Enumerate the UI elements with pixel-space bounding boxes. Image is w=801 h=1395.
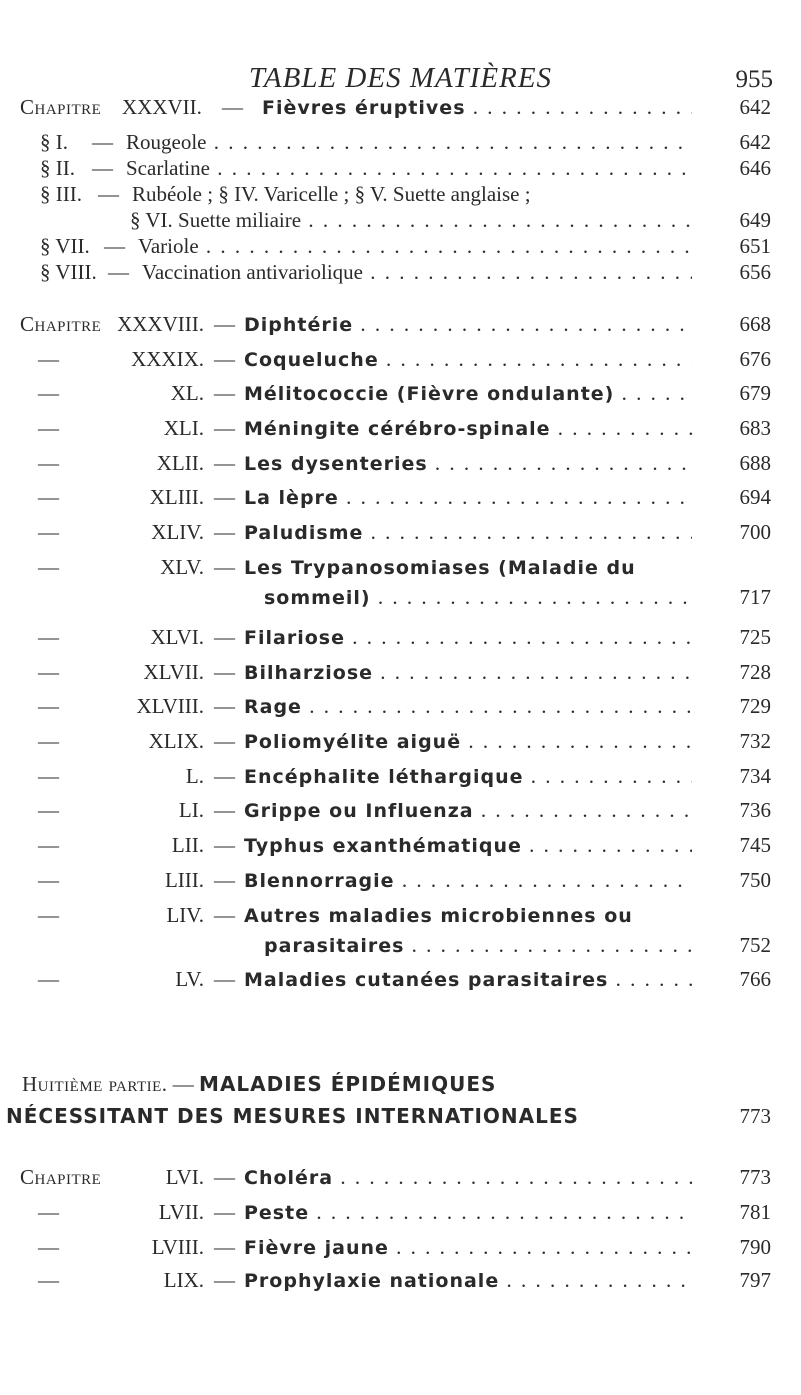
chapter-number: XLII.: [156, 451, 204, 475]
chapter-title: Autres maladies microbiennes ou: [244, 905, 633, 927]
chapter-page: 683: [739, 416, 771, 440]
part-title-line2: NÉCESSITANT DES MESURES INTERNATIONALES: [6, 1104, 579, 1128]
chapter-number: XLVIII.: [136, 694, 204, 718]
chapter-page: 668: [739, 312, 771, 336]
chapter-title: Rage . . .: [244, 694, 692, 719]
chapter-page: 745: [739, 833, 771, 857]
chapter-number: XXXIX.: [131, 347, 204, 371]
chapter-number: LIV.: [166, 903, 204, 927]
chapter-title: Prophylaxie nationale . . .: [244, 1268, 692, 1293]
chapter-title: Méningite cérébro-spinale . . .: [244, 416, 692, 441]
toc-chapter-row[interactable]: [0, 903, 801, 933]
chapter-page: 728: [739, 660, 771, 684]
chapter-number: XL.: [170, 381, 204, 405]
toc-chapter-row[interactable]: [0, 1200, 801, 1230]
part-heading: [22, 1072, 496, 1097]
toc-chapter-row[interactable]: [0, 798, 801, 828]
chapter-title: Filariose . . .: [244, 625, 692, 650]
chapter-title: Bilharziose . . .: [244, 660, 692, 685]
chapter-number: XLIX.: [148, 729, 204, 753]
chapter-page: 729: [739, 694, 771, 718]
chapter-number: XLV.: [160, 555, 204, 579]
chapter-page: 781: [739, 1200, 771, 1224]
toc-chapter-row[interactable]: [0, 1235, 801, 1265]
chapter-title: Grippe ou Influenza . . .: [244, 798, 692, 823]
dash: —: [214, 764, 235, 788]
chapter-prefix: —: [38, 1235, 59, 1259]
chapter-number: LI.: [178, 798, 204, 822]
part-heading-line2: [6, 1104, 579, 1129]
dash: —: [98, 182, 119, 206]
dash: —: [108, 260, 129, 284]
toc-chapter-row[interactable]: [0, 520, 801, 550]
chapter-prefix: —: [38, 764, 59, 788]
dash: —: [214, 485, 235, 509]
chapter-prefix: Chapitre: [20, 95, 102, 119]
toc-chapter-row[interactable]: [0, 347, 801, 377]
chapter-title: Poliomyélite aiguë . . .: [244, 729, 692, 754]
dash: —: [104, 234, 125, 258]
chapter-number: LIII.: [164, 868, 204, 892]
section-page: 646: [739, 156, 771, 180]
chapter-page: 676: [739, 347, 771, 371]
section-title: Variole . . .: [138, 234, 692, 259]
chapter-number: XLIV.: [151, 520, 204, 544]
dash: —: [172, 1072, 194, 1096]
chapter-title: Encéphalite léthargique . . .: [244, 764, 692, 789]
chapter-page: 752: [739, 933, 771, 957]
chapter-number: XLIII.: [149, 485, 204, 509]
toc-chapter-row[interactable]: [0, 1268, 801, 1298]
chapter-prefix: —: [38, 833, 59, 857]
chapter-page: 766: [739, 967, 771, 991]
toc-chapter-row[interactable]: [0, 660, 801, 690]
chapter-number: L.: [185, 764, 204, 788]
dash: —: [214, 312, 235, 336]
dash: —: [214, 798, 235, 822]
chapter-prefix: —: [38, 416, 59, 440]
toc-chapter-row-continued[interactable]: [0, 585, 801, 615]
chapter-prefix: —: [38, 555, 59, 579]
chapter-prefix: —: [38, 1268, 59, 1292]
chapter-title: Mélitococcie (Fièvre ondulante) . . .: [244, 381, 692, 406]
chapter-prefix: —: [38, 868, 59, 892]
section-label: § VII.: [40, 234, 90, 258]
chapter-prefix: —: [38, 485, 59, 509]
chapter-title: Choléra . . .: [244, 1165, 692, 1190]
section-page: 642: [739, 130, 771, 154]
section-label: § II.: [40, 156, 75, 180]
part-label: Huitième partie.: [22, 1072, 168, 1096]
toc-chapter-row[interactable]: [0, 694, 801, 724]
section-page: 656: [739, 260, 771, 284]
dash: —: [214, 729, 235, 753]
dash: —: [214, 520, 235, 544]
chapter-page: 790: [739, 1235, 771, 1259]
chapter-number: LVIII.: [151, 1235, 204, 1259]
chapter-page: 725: [739, 625, 771, 649]
dash: —: [214, 967, 235, 991]
dash: —: [92, 156, 113, 180]
toc-chapter-row[interactable]: [0, 485, 801, 515]
chapter-page: 717: [739, 585, 771, 609]
chapter-page: 773: [739, 1165, 771, 1189]
chapter-title-continued: sommeil) . . .: [264, 585, 692, 610]
toc-chapter-row[interactable]: [0, 625, 801, 655]
dash: —: [214, 416, 235, 440]
chapter-number: XXXVIII.: [117, 312, 204, 336]
toc-chapter-row[interactable]: [0, 967, 801, 997]
chapter-prefix: —: [38, 1200, 59, 1224]
chapter-prefix: —: [38, 729, 59, 753]
chapter-page: 750: [739, 868, 771, 892]
part-page: 773: [739, 1104, 771, 1128]
chapter-page: 700: [739, 520, 771, 544]
chapter-page: 679: [739, 381, 771, 405]
chapter-title-continued: parasitaires . . .: [264, 933, 692, 958]
chapter-number: LVII.: [158, 1200, 204, 1224]
dash: —: [214, 868, 235, 892]
toc-section-row[interactable]: [0, 260, 801, 290]
chapter-number: LV.: [175, 967, 204, 991]
toc-chapter-row[interactable]: [0, 555, 801, 585]
section-title: Scarlatine . . .: [126, 156, 692, 181]
chapter-page: 688: [739, 451, 771, 475]
toc-chapter-row[interactable]: [0, 764, 801, 794]
dash: —: [222, 95, 243, 119]
section-page: 651: [739, 234, 771, 258]
dash: —: [214, 347, 235, 371]
chapter-prefix: —: [38, 625, 59, 649]
dash: —: [214, 555, 235, 579]
chapter-page: 694: [739, 485, 771, 509]
chapter-prefix: —: [38, 520, 59, 544]
chapter-page: 642: [739, 95, 771, 119]
section-label: § I.: [40, 130, 68, 154]
chapter-prefix: —: [38, 381, 59, 405]
section-label: § VIII.: [40, 260, 97, 284]
chapter-prefix: —: [38, 967, 59, 991]
toc-chapter-row[interactable]: [0, 95, 801, 125]
toc-chapter-row[interactable]: [0, 1165, 801, 1195]
dash: —: [214, 833, 235, 857]
chapter-number: XLVI.: [150, 625, 204, 649]
chapter-prefix: —: [38, 798, 59, 822]
page-number: 955: [735, 66, 773, 93]
toc-chapter-row[interactable]: [0, 833, 801, 863]
dash: —: [214, 1200, 235, 1224]
toc-chapter-row[interactable]: [0, 729, 801, 759]
dash: —: [214, 903, 235, 927]
dash: —: [214, 660, 235, 684]
chapter-title: Peste . . .: [244, 1200, 692, 1225]
chapter-number: XXXVII.: [122, 95, 202, 119]
chapter-prefix: —: [38, 660, 59, 684]
section-title: Rubéole ; § IV. Varicelle ; § V. Suette anglaise ;: [132, 182, 531, 206]
chapter-title: Coqueluche . . .: [244, 347, 692, 372]
section-page: 649: [739, 208, 771, 232]
dash: —: [214, 381, 235, 405]
dash: —: [214, 694, 235, 718]
chapter-title: Fièvre jaune . . .: [244, 1235, 692, 1260]
chapter-number: XLVII.: [143, 660, 204, 684]
toc-chapter-row[interactable]: [0, 451, 801, 481]
section-title-continued: § VI. Suette miliaire . . .: [130, 208, 692, 233]
chapter-prefix: —: [38, 451, 59, 475]
section-label: § III.: [40, 182, 82, 206]
section-title: Rougeole . . .: [126, 130, 692, 155]
running-header-title: TABLE DES MATIÈRES: [248, 62, 553, 94]
chapter-page: 734: [739, 764, 771, 788]
chapter-prefix: Chapitre: [20, 312, 102, 336]
chapter-prefix: Chapitre: [20, 1165, 102, 1189]
chapter-title: Fièvres éruptives . . .: [262, 95, 692, 120]
chapter-number: LIX.: [163, 1268, 204, 1292]
chapter-page: 797: [739, 1268, 771, 1292]
toc-chapter-row-continued[interactable]: [0, 933, 801, 963]
chapter-page: 732: [739, 729, 771, 753]
section-title: Vaccination antivariolique . . .: [142, 260, 692, 285]
dash: —: [214, 451, 235, 475]
toc-chapter-row[interactable]: [0, 381, 801, 411]
toc-chapter-row[interactable]: [0, 868, 801, 898]
part-title-line1: MALADIES ÉPIDÉMIQUES: [199, 1072, 497, 1096]
dash: —: [214, 1165, 235, 1189]
chapter-title: Les dysenteries . . .: [244, 451, 692, 476]
chapter-title: Paludisme . . .: [244, 520, 692, 545]
chapter-number: XLI.: [163, 416, 204, 440]
chapter-title: Maladies cutanées parasitaires . . .: [244, 967, 692, 992]
chapter-title: Les Trypanosomiases (Maladie du: [244, 557, 636, 579]
chapter-title: Typhus exanthématique . . .: [244, 833, 692, 858]
dash: —: [214, 1268, 235, 1292]
chapter-number: LVI.: [165, 1165, 204, 1189]
chapter-title: Diphtérie . . .: [244, 312, 692, 337]
chapter-page: 736: [739, 798, 771, 822]
chapter-prefix: —: [38, 347, 59, 371]
dash: —: [214, 1235, 235, 1259]
chapter-prefix: —: [38, 903, 59, 927]
chapter-number: LII.: [171, 833, 204, 857]
chapter-title: La lèpre . . .: [244, 485, 692, 510]
toc-chapter-row[interactable]: [0, 312, 801, 342]
chapter-title: Blennorragie . . .: [244, 868, 692, 893]
chapter-prefix: —: [38, 694, 59, 718]
toc-chapter-row[interactable]: [0, 416, 801, 446]
dash: —: [92, 130, 113, 154]
dash: —: [214, 625, 235, 649]
